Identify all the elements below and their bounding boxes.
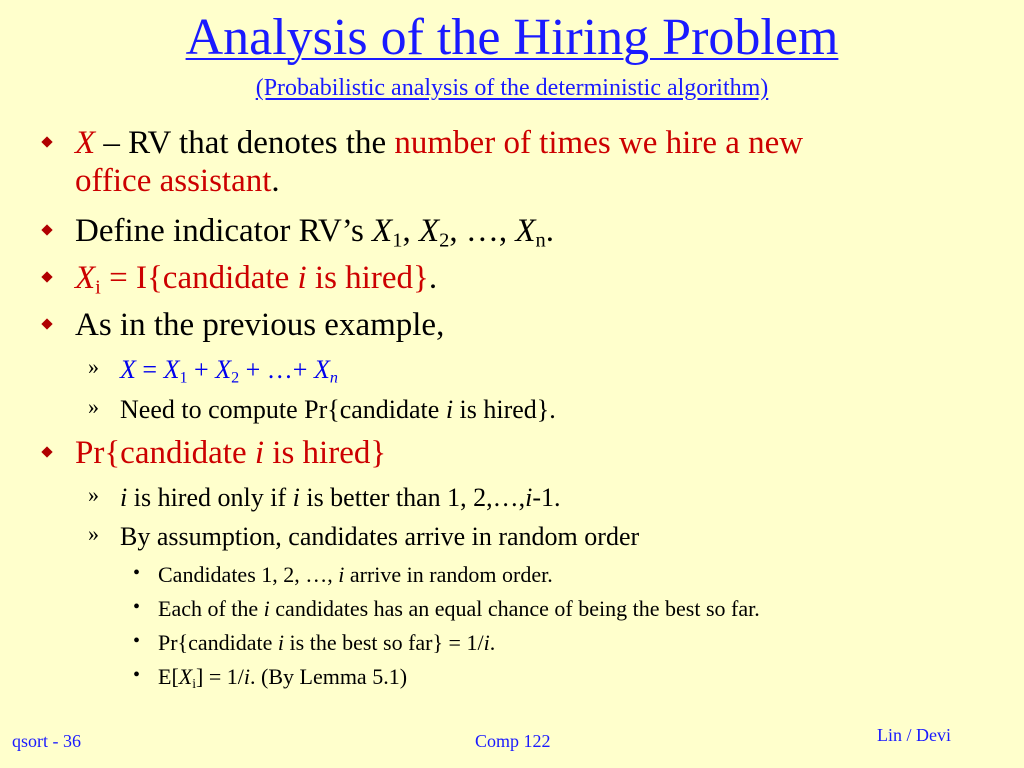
slide-title: Analysis of the Hiring Problem <box>185 9 839 66</box>
tail: + …+ <box>239 355 314 384</box>
bullet-diamond-icon <box>41 136 52 147</box>
text: Each of the <box>158 596 264 621</box>
bullet-2 <box>75 212 554 250</box>
var-i: i <box>525 483 533 512</box>
subscript: i <box>192 675 197 691</box>
bullet-5 <box>75 434 386 472</box>
var-x: X <box>515 213 536 249</box>
slide-subtitle: (Probabilistic analysis of the deterministic algorithm) <box>255 75 769 101</box>
bullet-diamond-icon <box>41 318 52 329</box>
var-i: i <box>254 435 265 471</box>
bullet-3-red <box>75 260 429 299</box>
third-bullet-2 <box>158 595 760 623</box>
third-bullet-4 <box>158 663 407 691</box>
sub-bullet-marker: » <box>88 521 99 546</box>
sep: , <box>402 213 419 249</box>
subscript: 1 <box>392 229 403 252</box>
dot-bullet-marker: • <box>133 562 141 584</box>
subscript: 2 <box>439 229 450 252</box>
text: -1. <box>532 483 561 512</box>
var-i: i <box>338 562 345 587</box>
bullet-3 <box>75 259 437 297</box>
ellipsis: , …, <box>449 213 516 249</box>
text: Candidates 1, 2, …, <box>158 562 339 587</box>
dot-bullet-marker: • <box>133 596 141 618</box>
subscript: n <box>329 369 338 387</box>
sub-bullet-3 <box>120 482 561 514</box>
text: is hired} <box>264 435 387 471</box>
var-x: X <box>418 213 440 249</box>
text: is hired}. <box>453 395 556 424</box>
text: is the best so far} = 1/ <box>284 630 484 655</box>
text: arrive in random order. <box>344 562 553 587</box>
var-x: X <box>313 355 330 384</box>
bullet-1-highlight-2: office assistant <box>75 163 272 199</box>
bullet-diamond-icon <box>41 446 52 457</box>
subscript: i <box>95 276 101 299</box>
var-i: i <box>445 395 454 424</box>
var-x: X <box>75 125 96 161</box>
var-i: i <box>483 630 490 655</box>
text: Pr{candidate <box>158 630 278 655</box>
bullet-1 <box>75 124 803 162</box>
footer-center: Comp 122 <box>475 731 551 751</box>
period: . <box>271 163 280 199</box>
dot-bullet-marker: • <box>133 664 141 686</box>
bullet-1-text: RV that denotes the <box>128 125 395 161</box>
third-bullet-1 <box>158 561 553 589</box>
var-x: X <box>163 355 180 384</box>
sub-bullet-2 <box>120 394 556 426</box>
period: . <box>428 260 438 296</box>
text: Need to compute Pr{candidate <box>120 395 446 424</box>
plus: + <box>187 355 216 384</box>
subscript: n <box>535 229 546 252</box>
bullet-2-text: Define indicator RV’s <box>75 213 373 249</box>
eq: = <box>135 355 164 384</box>
var-x: X <box>75 260 96 296</box>
text: ] = 1/ <box>196 664 244 689</box>
text: . (By Lemma 5.1) <box>250 664 408 689</box>
period: . <box>545 213 554 249</box>
bullet-diamond-icon <box>41 271 52 282</box>
var-x: X <box>372 213 393 249</box>
subscript: 1 <box>179 369 188 387</box>
dot-bullet-marker: • <box>133 630 141 652</box>
var-i: i <box>243 664 250 689</box>
var-x: X <box>215 355 232 384</box>
var-x: X <box>178 664 193 689</box>
text: . <box>489 630 496 655</box>
var-x: X <box>120 355 136 384</box>
var-i: i <box>263 596 270 621</box>
var-i: i <box>292 483 300 512</box>
text: is better than 1, 2,…, <box>299 483 526 512</box>
text: E[ <box>158 664 179 689</box>
bullet-1-highlight: number of times we hire a new <box>394 125 804 161</box>
bullet-1-line-2 <box>75 162 280 200</box>
sub-bullet-4: By assumption, candidates arrive in random order <box>120 522 640 551</box>
text: Pr{candidate <box>75 435 255 471</box>
text: candidates has an equal chance of being the best so far. <box>269 596 760 621</box>
rest-text: is hired} <box>306 260 429 296</box>
sub-bullet-marker: » <box>88 354 99 379</box>
dash: – <box>95 125 129 161</box>
text: is hired only if <box>127 483 293 512</box>
footer-right: Lin / Devi <box>877 725 951 745</box>
var-i: i <box>297 260 307 296</box>
sub-bullet-marker: » <box>88 482 99 507</box>
third-bullet-3 <box>158 629 495 657</box>
bullet-diamond-icon <box>41 224 52 235</box>
subscript: 2 <box>231 369 240 387</box>
sub-bullet-1 <box>120 354 338 386</box>
footer-left: qsort - 36 <box>12 731 81 751</box>
eq-text: = I{candidate <box>100 260 298 296</box>
var-i: i <box>277 630 285 655</box>
sub-bullet-marker: » <box>88 394 99 419</box>
var-i: i <box>120 483 128 512</box>
bullet-4: As in the previous example, <box>75 307 445 343</box>
